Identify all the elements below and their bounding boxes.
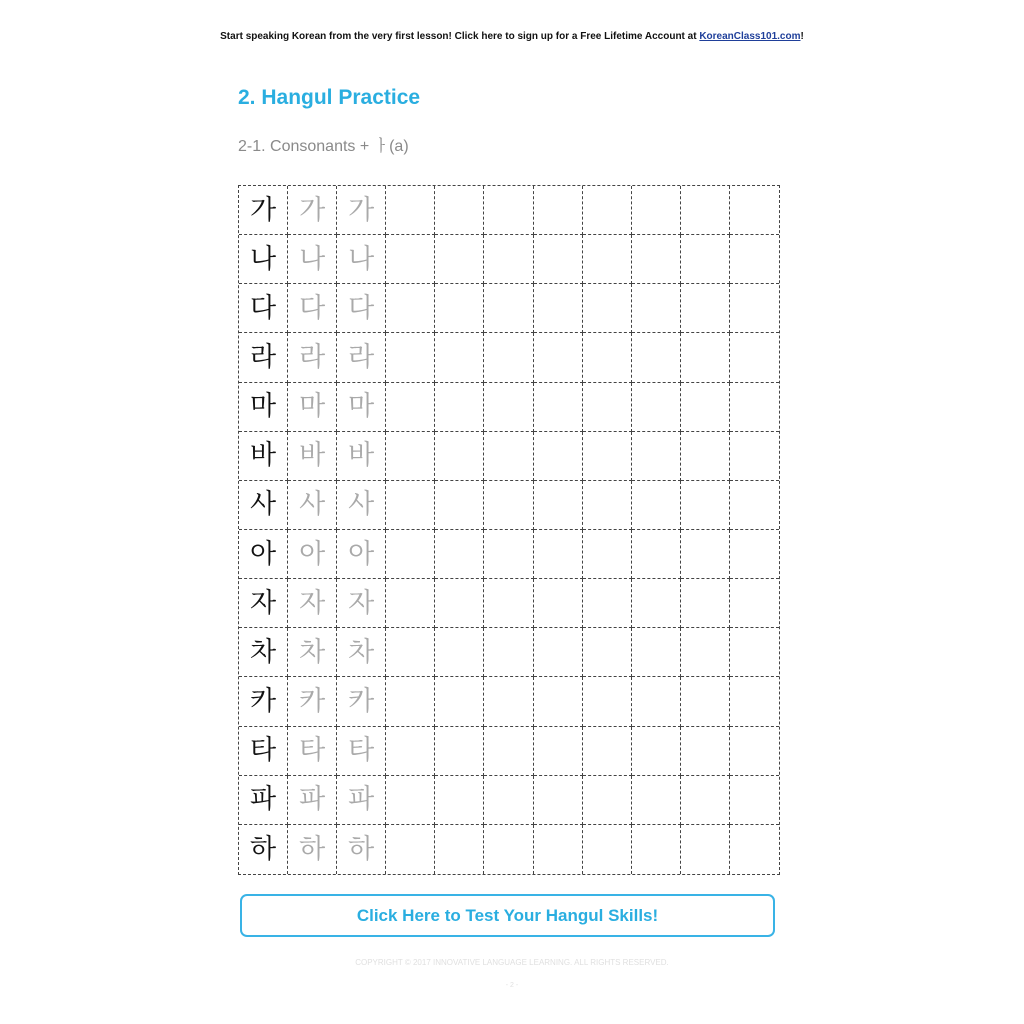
- practice-cell: [534, 432, 583, 481]
- practice-cell: [632, 530, 681, 579]
- practice-cell: [730, 530, 779, 579]
- section-subtitle: 2-1. Consonants + ㅏ(a): [238, 138, 409, 155]
- practice-cell: [534, 284, 583, 333]
- practice-cell: [632, 677, 681, 726]
- trace-character: 하: [337, 825, 386, 874]
- practice-cell: [534, 186, 583, 235]
- practice-cell: [435, 383, 484, 432]
- practice-cell: [435, 579, 484, 628]
- practice-cell: [583, 776, 632, 825]
- practice-cell: [632, 284, 681, 333]
- practice-cell: [681, 579, 730, 628]
- trace-character: 바: [288, 432, 337, 481]
- practice-cell: [583, 677, 632, 726]
- practice-cell: [681, 628, 730, 677]
- practice-cell: [534, 383, 583, 432]
- model-character: 가: [239, 186, 288, 235]
- trace-character: 타: [337, 727, 386, 776]
- practice-cell: [435, 235, 484, 284]
- model-character: 바: [239, 432, 288, 481]
- trace-character: 사: [288, 481, 337, 530]
- practice-cell: [681, 776, 730, 825]
- practice-cell: [435, 530, 484, 579]
- practice-cell: [386, 333, 435, 382]
- model-character: 아: [239, 530, 288, 579]
- practice-cell: [386, 579, 435, 628]
- trace-character: 아: [288, 530, 337, 579]
- trace-character: 사: [337, 481, 386, 530]
- trace-character: 카: [288, 677, 337, 726]
- model-character: 나: [239, 235, 288, 284]
- model-character: 차: [239, 628, 288, 677]
- practice-cell: [681, 333, 730, 382]
- practice-cell: [386, 432, 435, 481]
- practice-cell: [435, 677, 484, 726]
- model-character: 하: [239, 825, 288, 874]
- practice-cell: [435, 776, 484, 825]
- practice-cell: [386, 284, 435, 333]
- promo-banner: [0, 31, 1024, 42]
- trace-character: 마: [337, 383, 386, 432]
- practice-cell: [730, 235, 779, 284]
- practice-cell: [386, 530, 435, 579]
- practice-cell: [435, 628, 484, 677]
- model-character: 사: [239, 481, 288, 530]
- trace-character: 나: [288, 235, 337, 284]
- practice-cell: [632, 333, 681, 382]
- practice-cell: [484, 776, 533, 825]
- practice-cell: [730, 677, 779, 726]
- practice-cell: [583, 333, 632, 382]
- trace-character: 차: [288, 628, 337, 677]
- practice-cell: [484, 481, 533, 530]
- trace-character: 바: [337, 432, 386, 481]
- practice-cell: [534, 776, 583, 825]
- practice-cell: [484, 432, 533, 481]
- practice-cell: [484, 825, 533, 874]
- practice-cell: [534, 333, 583, 382]
- practice-cell: [386, 776, 435, 825]
- trace-character: 자: [288, 579, 337, 628]
- promo-text: Start speaking Korean from the very first lesson! Click here to sign up for a Free Lifetime Account at: [220, 31, 700, 42]
- practice-cell: [534, 530, 583, 579]
- trace-character: 다: [337, 284, 386, 333]
- practice-cell: [632, 383, 681, 432]
- practice-cell: [583, 530, 632, 579]
- model-character: 자: [239, 579, 288, 628]
- trace-character: 파: [337, 776, 386, 825]
- trace-character: 가: [288, 186, 337, 235]
- practice-cell: [583, 383, 632, 432]
- practice-cell: [435, 481, 484, 530]
- practice-cell: [583, 186, 632, 235]
- practice-cell: [583, 579, 632, 628]
- practice-cell: [386, 727, 435, 776]
- practice-cell: [386, 628, 435, 677]
- practice-cell: [484, 628, 533, 677]
- practice-cell: [730, 383, 779, 432]
- practice-cell: [583, 481, 632, 530]
- trace-character: 파: [288, 776, 337, 825]
- practice-cell: [484, 284, 533, 333]
- model-character: 타: [239, 727, 288, 776]
- practice-cell: [681, 530, 730, 579]
- practice-cell: [435, 432, 484, 481]
- practice-cell: [484, 530, 533, 579]
- practice-cell: [730, 579, 779, 628]
- practice-cell: [681, 727, 730, 776]
- practice-cell: [484, 186, 533, 235]
- practice-cell: [386, 383, 435, 432]
- practice-cell: [730, 776, 779, 825]
- trace-character: 라: [288, 333, 337, 382]
- practice-cell: [730, 186, 779, 235]
- practice-cell: [435, 284, 484, 333]
- practice-cell: [386, 825, 435, 874]
- trace-character: 라: [337, 333, 386, 382]
- practice-cell: [681, 186, 730, 235]
- practice-cell: [435, 333, 484, 382]
- practice-cell: [730, 333, 779, 382]
- practice-cell: [386, 186, 435, 235]
- model-character: 카: [239, 677, 288, 726]
- practice-cell: [632, 235, 681, 284]
- practice-cell: [681, 481, 730, 530]
- practice-cell: [386, 481, 435, 530]
- practice-cell: [534, 628, 583, 677]
- practice-cell: [632, 432, 681, 481]
- practice-cell: [681, 284, 730, 333]
- trace-character: 가: [337, 186, 386, 235]
- practice-cell: [583, 432, 632, 481]
- trace-character: 타: [288, 727, 337, 776]
- practice-cell: [583, 825, 632, 874]
- model-character: 파: [239, 776, 288, 825]
- practice-cell: [583, 235, 632, 284]
- practice-cell: [534, 481, 583, 530]
- practice-cell: [435, 825, 484, 874]
- practice-cell: [681, 383, 730, 432]
- practice-cell: [534, 235, 583, 284]
- page-title: 2. Hangul Practice: [238, 86, 421, 109]
- practice-grid: [238, 185, 780, 875]
- trace-character: 다: [288, 284, 337, 333]
- practice-cell: [534, 727, 583, 776]
- practice-cell: [632, 481, 681, 530]
- practice-cell: [484, 727, 533, 776]
- trace-character: 하: [288, 825, 337, 874]
- practice-cell: [583, 628, 632, 677]
- practice-cell: [681, 235, 730, 284]
- practice-cell: [484, 235, 533, 284]
- practice-cell: [632, 186, 681, 235]
- practice-cell: [681, 677, 730, 726]
- test-skills-button[interactable]: Click Here to Test Your Hangul Skills!: [240, 894, 775, 937]
- practice-cell: [730, 481, 779, 530]
- model-character: 라: [239, 333, 288, 382]
- practice-cell: [583, 284, 632, 333]
- copyright-text: COPYRIGHT © 2017 INNOVATIVE LANGUAGE LEARNING. ALL RIGHTS RESERVED.: [355, 958, 669, 967]
- practice-cell: [632, 825, 681, 874]
- trace-character: 아: [337, 530, 386, 579]
- page-number: - 2 -: [505, 982, 519, 989]
- model-character: 마: [239, 383, 288, 432]
- practice-cell: [435, 727, 484, 776]
- trace-character: 자: [337, 579, 386, 628]
- practice-cell: [484, 677, 533, 726]
- practice-cell: [632, 628, 681, 677]
- practice-cell: [632, 727, 681, 776]
- practice-cell: [534, 579, 583, 628]
- practice-cell: [681, 432, 730, 481]
- practice-cell: [534, 677, 583, 726]
- practice-cell: [386, 677, 435, 726]
- trace-character: 차: [337, 628, 386, 677]
- practice-cell: [534, 825, 583, 874]
- practice-cell: [632, 579, 681, 628]
- trace-character: 나: [337, 235, 386, 284]
- practice-cell: [435, 186, 484, 235]
- practice-cell: [484, 383, 533, 432]
- practice-cell: [484, 333, 533, 382]
- practice-cell: [730, 727, 779, 776]
- practice-cell: [730, 825, 779, 874]
- practice-cell: [583, 727, 632, 776]
- practice-cell: [632, 776, 681, 825]
- practice-cell: [484, 579, 533, 628]
- promo-link[interactable]: KoreanClass101.com: [699, 31, 801, 42]
- model-character: 다: [239, 284, 288, 333]
- practice-cell: [730, 284, 779, 333]
- practice-cell: [730, 628, 779, 677]
- practice-cell: [730, 432, 779, 481]
- trace-character: 마: [288, 383, 337, 432]
- practice-cell: [681, 825, 730, 874]
- promo-suffix: !: [800, 31, 804, 42]
- practice-cell: [386, 235, 435, 284]
- trace-character: 카: [337, 677, 386, 726]
